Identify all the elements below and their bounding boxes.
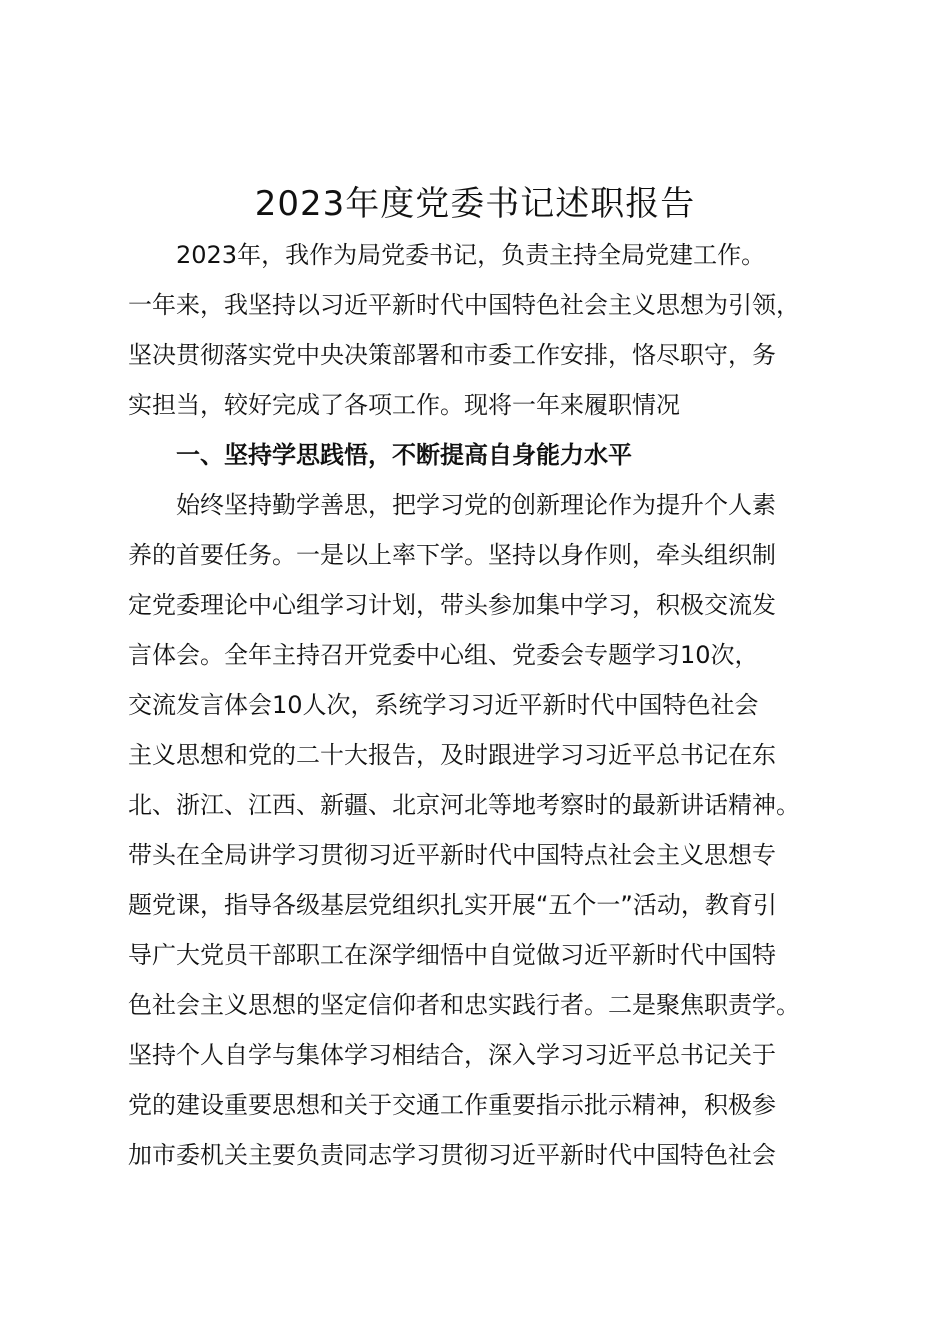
paragraph-line: 坚决贯彻落实党中央决策部署和市委工作安排，恪尽职守，务 [128,341,776,369]
section-heading: 一、坚持学思践悟，不断提高自身能力水平 [128,441,632,469]
paragraph-line: 交流发言体会10人次，系统学习习近平新时代中国特色社会 [128,691,759,719]
paragraph-line: 2023年，我作为局党委书记，负责主持全局党建工作。 [128,241,766,269]
paragraph-line: 实担当，较好完成了各项工作。现将一年来履职情况 [128,391,680,419]
paragraph-line: 导广大党员干部职工在深学细悟中自觉做习近平新时代中国特 [128,941,776,969]
paragraph-line: 加市委机关主要负责同志学习贯彻习近平新时代中国特色社会 [128,1141,776,1169]
document-title: 2023年度党委书记述职报告 [254,184,696,224]
paragraph-line: 定党委理论中心组学习计划，带头参加集中学习，积极交流发 [128,591,776,619]
paragraph-line: 始终坚持勤学善思，把学习党的创新理论作为提升个人素 [128,491,776,519]
paragraph-line: 坚持个人自学与集体学习相结合，深入学习习近平总书记关于 [128,1041,776,1069]
paragraph-line: 养的首要任务。一是以上率下学。坚持以身作则，牵头组织制 [128,541,776,569]
paragraph-line: 主义思想和党的二十大报告，及时跟进学习习近平总书记在东 [128,741,776,769]
paragraph-line: 党的建设重要思想和关于交通工作重要指示批示精神，积极参 [128,1091,776,1119]
paragraph-line: 带头在全局讲学习贯彻习近平新时代中国特点社会主义思想专 [128,841,776,869]
paragraph-line: 色社会主义思想的坚定信仰者和忠实践行者。二是聚焦职责学。 [128,991,800,1019]
paragraph-line: 北、浙江、江西、新疆、北京河北等地考察时的最新讲话精神。 [128,791,800,819]
paragraph-line: 题党课，指导各级基层党组织扎实开展“五个一”活动，教育引 [128,891,777,919]
paragraph-line: 一年来，我坚持以习近平新时代中国特色社会主义思想为引领， [128,291,800,319]
paragraph-line: 言体会。全年主持召开党委中心组、党委会专题学习10次， [128,641,759,669]
